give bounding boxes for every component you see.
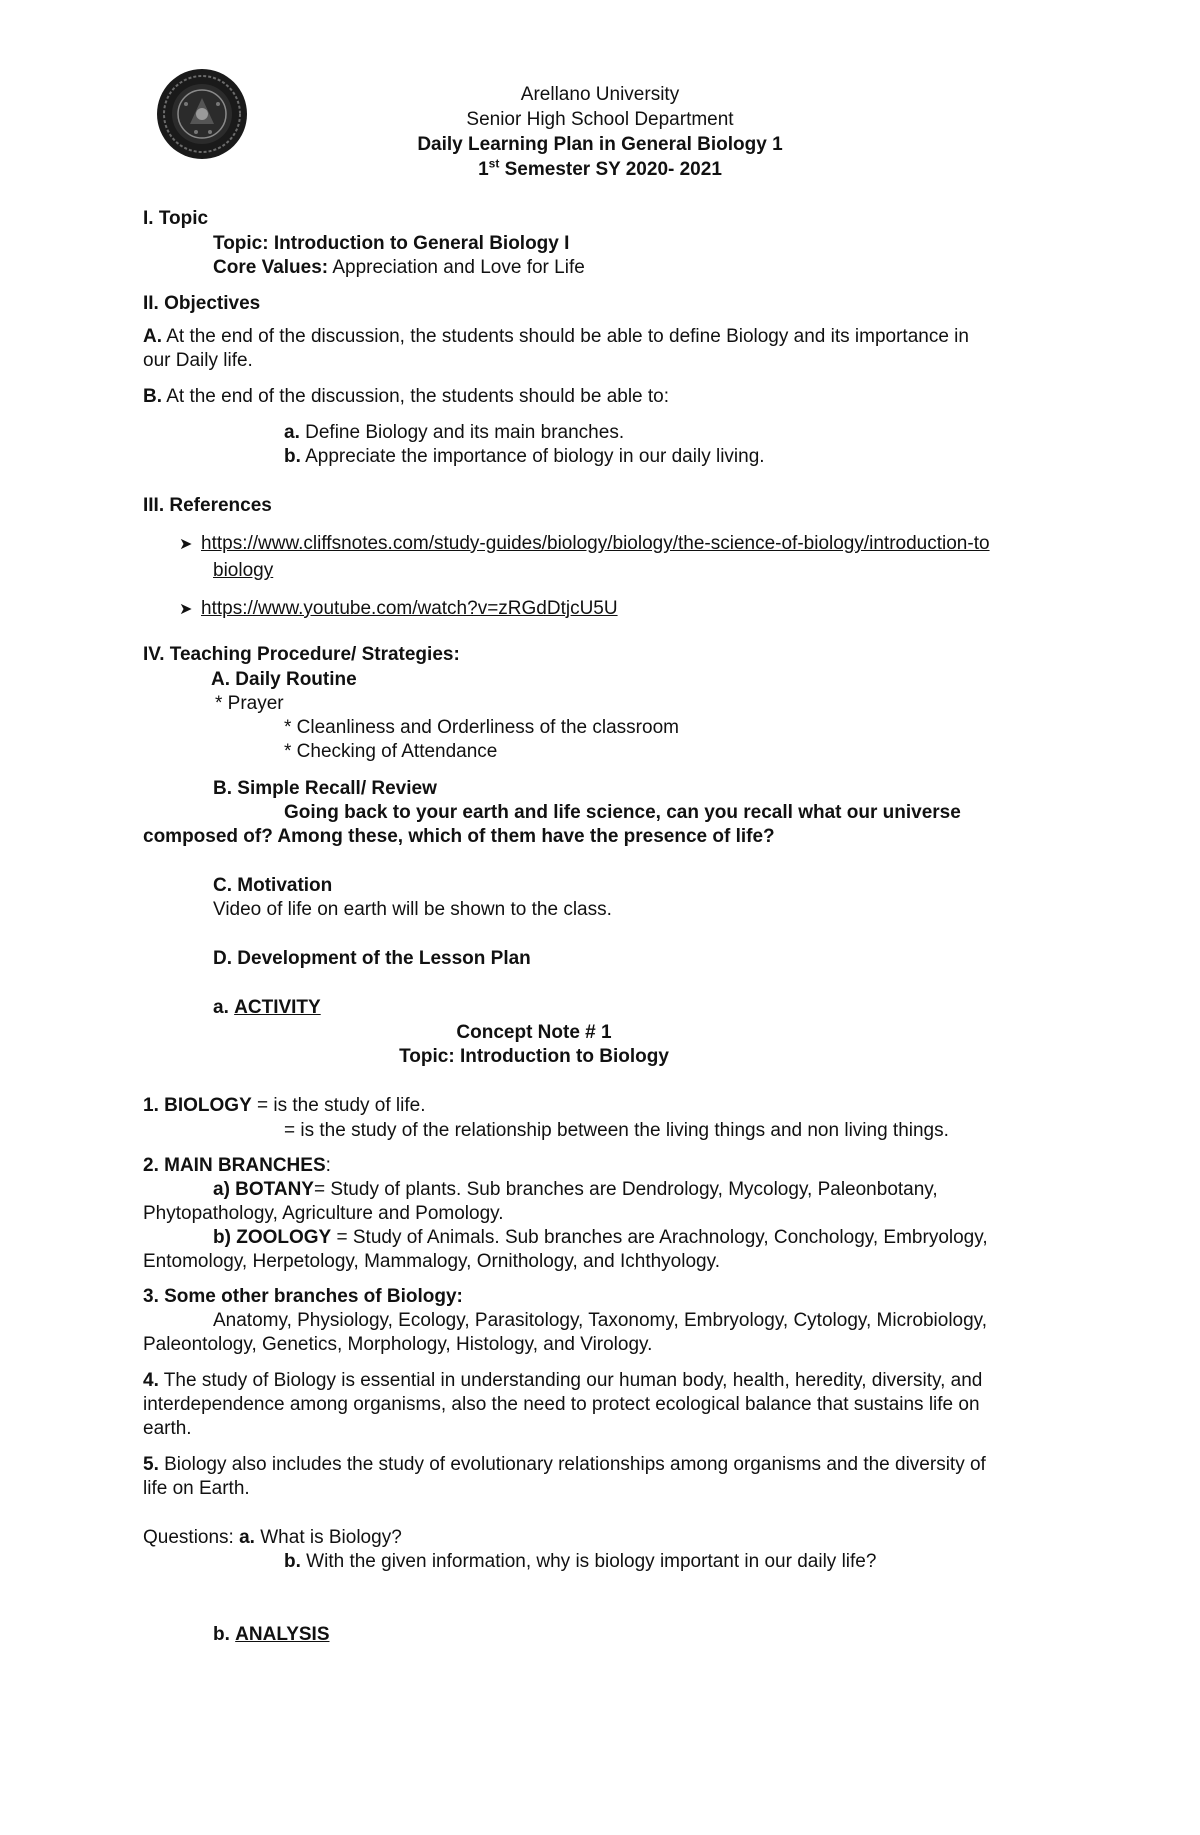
- lesson-point-2: 2. MAIN BRANCHES:: [143, 1155, 331, 1176]
- objective-b-sub-b: b. Appreciate the importance of biology in our daily living.: [284, 446, 765, 467]
- university-name: Arellano University: [520, 84, 680, 105]
- concept-note-title: Concept Note # 1: [456, 1022, 612, 1043]
- plan-title: Daily Learning Plan in General Biology 1: [417, 134, 783, 155]
- lesson-point-5: 5. Biology also includes the study of evolutionary relationships among organisms and the diversity of: [143, 1454, 986, 1475]
- objective-a-cont: our Daily life.: [143, 350, 253, 371]
- section-topic-heading: I. Topic: [143, 208, 209, 229]
- lesson-point-4-cont: earth.: [143, 1418, 192, 1439]
- analysis-heading: b. ANALYSIS: [213, 1624, 330, 1645]
- simple-recall-heading: B. Simple Recall/ Review: [213, 778, 437, 799]
- core-values-line: Core Values: Appreciation and Love for Life: [213, 257, 585, 278]
- objective-b: B. At the end of the discussion, the students should be able to:: [143, 386, 670, 407]
- development-heading: D. Development of the Lesson Plan: [213, 948, 531, 969]
- topic-line: Topic: Introduction to General Biology I: [213, 233, 570, 254]
- section-objectives-heading: II. Objectives: [143, 293, 261, 314]
- concept-note-topic: Topic: Introduction to Biology: [399, 1046, 669, 1067]
- zoology-line-cont: Entomology, Herpetology, Mammalogy, Ornithology, and Ichthyology.: [143, 1251, 720, 1272]
- botany-line-cont: Phytopathology, Agriculture and Pomology.: [143, 1203, 504, 1224]
- lesson-point-5-cont: life on Earth.: [143, 1478, 250, 1499]
- reference-item-1-cont: [213, 559, 1183, 583]
- lesson-point-3-text: Anatomy, Physiology, Ecology, Parasitology, Taxonomy, Embryology, Cytology, Microbiology,: [213, 1310, 988, 1331]
- routine-item: * Cleanliness and Orderliness of the classroom: [284, 717, 679, 738]
- botany-line: a) BOTANY= Study of plants. Sub branches are Dendrology, Mycology, Paleonbotany,: [213, 1179, 938, 1200]
- objective-b-sub-a: a. Define Biology and its main branches.: [284, 422, 625, 443]
- reference-item-1: [179, 532, 1149, 557]
- reference-item-2: [179, 597, 1149, 622]
- lesson-point-1-cont: = is the study of the relationship between the living things and non living things.: [284, 1120, 949, 1141]
- question-a: Questions: a. What is Biology?: [143, 1527, 402, 1548]
- motivation-heading: C. Motivation: [213, 875, 333, 896]
- motivation-text: Video of life on earth will be shown to the class.: [213, 899, 612, 920]
- objective-a: A. At the end of the discussion, the students should be able to define Biology and its importance in: [143, 326, 969, 347]
- arrow-bullet-icon: ➤: [179, 601, 193, 618]
- lesson-point-4: 4. The study of Biology is essential in understanding our human body, health, heredity, diversity, and: [143, 1370, 983, 1391]
- simple-recall-text: Going back to your earth and life science, can you recall what our universe: [284, 802, 961, 823]
- lesson-point-3: 3. Some other branches of Biology:: [143, 1286, 463, 1307]
- arrow-bullet-icon: ➤: [179, 536, 193, 553]
- section-references-heading: III. References: [143, 495, 272, 516]
- routine-item: * Checking of Attendance: [284, 741, 498, 762]
- lesson-point-1: 1. BIOLOGY = is the study of life.: [143, 1095, 426, 1116]
- lesson-point-3-cont: Paleontology, Genetics, Morphology, Histology, and Virology.: [143, 1334, 653, 1355]
- simple-recall-text-cont: composed of? Among these, which of them have the presence of life?: [143, 826, 775, 847]
- department-name: Senior High School Department: [466, 109, 734, 130]
- section-procedure-heading: IV. Teaching Procedure/ Strategies:: [143, 644, 460, 665]
- semester-line: 1st Semester SY 2020- 2021: [478, 156, 722, 180]
- reference-link-youtube[interactable]: https://www.youtube.com/watch?v=zRGdDtjcU5U: [201, 598, 618, 619]
- zoology-line: b) ZOOLOGY = Study of Animals. Sub branches are Arachnology, Conchology, Embryology,: [213, 1227, 988, 1248]
- routine-item: * Prayer: [215, 693, 284, 714]
- document-header: [0, 82, 1200, 182]
- daily-routine-heading: A. Daily Routine: [211, 669, 357, 690]
- reference-link-cliffsnotes-cont[interactable]: biology: [213, 560, 274, 581]
- reference-link-cliffsnotes[interactable]: https://www.cliffsnotes.com/study-guides/biology/biology/the-science-of-biology/introduction-to: [201, 533, 990, 554]
- activity-heading: a. ACTIVITY: [213, 997, 321, 1018]
- lesson-point-4-cont: interdependence among organisms, also the need to protect ecological balance that sustains life on: [143, 1394, 980, 1415]
- question-b: b. With the given information, why is biology important in our daily life?: [284, 1551, 877, 1572]
